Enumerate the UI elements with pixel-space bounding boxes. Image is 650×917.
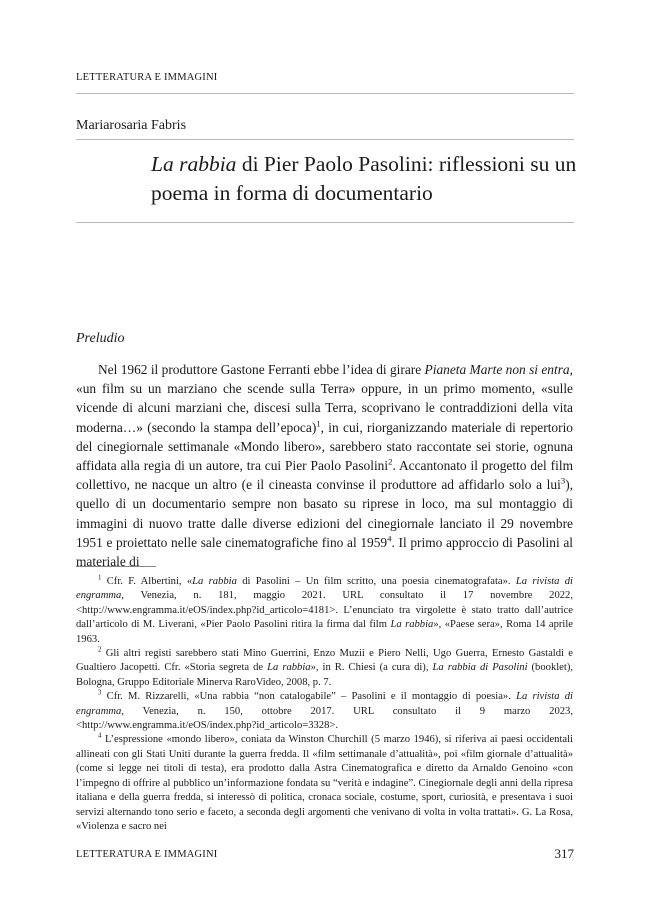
footnote-separator	[76, 566, 156, 567]
footnote-3: $^3$ Cfr. M. Rizzarelli, «Una rabbia “non catalogabile” – Pasolini e il montaggio di poesia». La rivista di engramma, Venezia, n. 150, ottobre 2017. URL consultato il 9 marzo 2023, <http://www.engramma.it/eOS/index.php?id_articolo=3328>.	[76, 689, 573, 732]
title-rule	[76, 222, 574, 223]
footnote-ref: 1	[316, 418, 321, 429]
footnote-4: $^4$ L’espressione «mondo libero», coniata da Winston Churchill (5 marzo 1946), si riferiva ai paesi occidentali allineati con gli Stati Uniti durante la guerra fredda. Il «film settimanale d’attualità», poi «film giornale d’attualità» (come si legge nei titoli di testa), era prodotto dalla Astra Cinematografica e diretto da Arnaldo Genoino «con l’impegno di offrire al pubblico un’informazione fondata su “verità e indagine”. Cinegiornale degli anni della ripresa italiana e della guerra fredda, si interessò di politica, cronaca sociale, costume, sport, curiosità, e presentava i suoi servizi alternando tono serio e faceto, a seconda degli argomenti che venivano di volta in volta trattati». G. La Rosa, «Violenza e sacro nei	[76, 732, 573, 832]
footnote-2: $^2$ Gli altri registi sarebbero stati Mino Guerrini, Enzo Muzii e Piero Nelli, Ugo Guerra, Ernesto Gastaldi e Gualtiero Jacopetti. Cfr. «Storia segreta de La rabbia», in R. Chiesi (a cura di), La rabbia di Pasolini (booklet), Bologna, Gruppo Editoriale Minerva RaroVideo, 2008, p. 7.	[76, 646, 574, 688]
title-rest: di Pier Paolo Pasolini: riflessioni su un poema in forma di documentario	[151, 152, 577, 205]
running-foot: LETTERATURA E IMMAGINI	[76, 849, 218, 860]
footnote-1: $^1$ Cfr. F. Albertini, «La rabbia di Pasolini – Un film scritto, una poesia cinematografata». La rivista di engramma, Venezia, n. 181, maggio 2021. URL consultato il 17 novembre 2022, <http://www.engramma.it/eOS/index.php?id_articolo=4181>. L’enunciato tra virgolette è stato tratto dall’autrice dall’articolo di M. Liverani, «Pier Paolo Pasolini ritira la firma dal film La rabbia», «Paese sera», Roma 14 aprile 1963.	[76, 574, 574, 645]
footnote-ref: 4	[387, 533, 392, 544]
author-rule	[76, 139, 574, 140]
footnotes	[76, 575, 573, 834]
body-paragraph: Nel 1962 il produttore Gastone Ferranti ebbe l’idea di girare Pianeta Marte non si entra, «un film su un marziano che scende sulla Terra» oppure, in un primo momento, «sulle vicende di alcuni marziani che, discesi sulla Terra, scoprivano le contraddizioni della vita moderna…» (secondo la stampa dell’epoca)$^1$, in cui, riorganizzando materiale di repertorio del cinegiornale settimanale «Mondo libero», sarebbero stato raccontate sei storie, ognuna affidata alla regia di un autore, tra cui Pier Paolo Pasolini$^2$. Accantonato il progetto del film collettivo, ne nacque un altro (e il cineasta convinse il produttore ad affidarlo solo a lui$^3$), quello di un documentario sempre non basato su riprese in loco, ma sul montaggio di immagini di nuovo tratte dalle diverse edizioni del cinegiornale lanciato il 29 novembre 1951 e proiettato nelle sale cinematografiche fino al 1959$^4$. Il primo approccio di Pasolini al materiale di	[76, 362, 573, 570]
running-head: LETTERATURA E IMMAGINI	[76, 72, 218, 83]
footnote-ref: 3	[560, 475, 566, 486]
article-author: Mariarosaria Fabris	[76, 118, 187, 133]
body-text	[76, 360, 573, 571]
page-number: 317	[554, 846, 574, 861]
section-heading: Preludio	[76, 331, 125, 346]
article-title	[151, 150, 581, 208]
footnote-ref: 2	[388, 456, 393, 467]
header-rule	[76, 93, 574, 94]
title-italic: La rabbia	[151, 152, 237, 176]
